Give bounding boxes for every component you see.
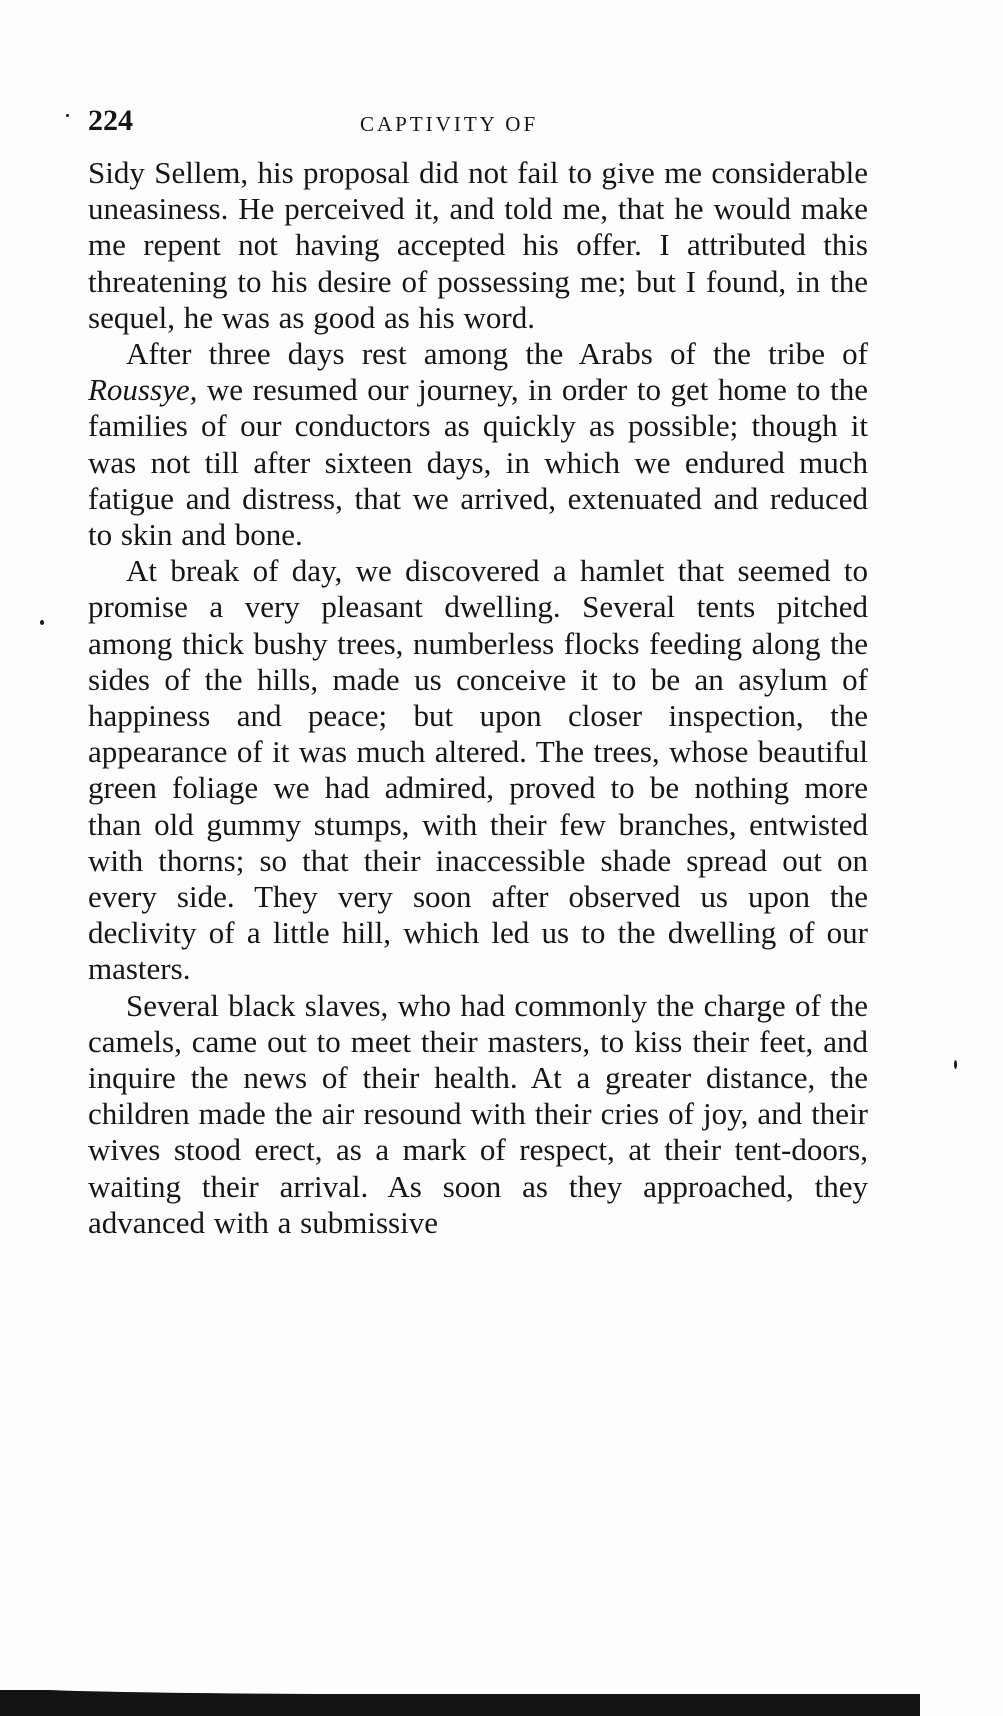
margin-speck <box>40 620 44 625</box>
body-text <box>88 155 868 1241</box>
paragraph-1 <box>88 155 868 336</box>
paragraph-2 <box>88 336 868 553</box>
paragraph-1-text: Sidy Sellem, his proposal did not fail to give me considerable uneasiness. He perceived it, and told me, that he would make me repent not having accepted his offer. I attributed this threatening to his desire of possessing me; but I found, in the sequel, he was as good as his word. <box>88 155 868 335</box>
paragraph-4 <box>88 988 868 1241</box>
tribe-name-italic: Roussye, <box>88 372 198 408</box>
running-head: CAPTIVITY OF <box>360 112 539 136</box>
margin-speck <box>66 114 69 117</box>
margin-speck <box>954 1060 957 1069</box>
page-number: 224 <box>88 104 133 137</box>
page-header <box>88 104 868 144</box>
paragraph-2-text-start: After three days rest among the Arabs of the tribe of <box>126 336 868 372</box>
paragraph-3 <box>88 553 868 987</box>
paragraph-3-text: At break of day, we discovered a hamlet that seemed to promise a very pleasant dwelling. Several tents pitched among thick bushy trees, numberless flocks feeding along the sides of the hills, made us conceive it to be an asylum of happiness and peace; but upon closer inspection, the appearance of it was much altered. The trees, whose beautiful green foliage we had admired, proved to be nothing more than old gummy stumps, with their few branches, entwisted with thorns; so that their inaccessible shade spread out on every side. They very soon after observed us upon the declivity of a little hill, which led us to the dwelling of our masters. <box>88 553 868 987</box>
paragraph-4-text: Several black slaves, who had commonly the charge of the camels, came out to meet their masters, to kiss their feet, and inquire the news of their health. At a greater distance, the children made the air resound with their cries of joy, and their wives stood erect, as a mark of respect, at their tent-doors, waiting their arrival. As soon as they approached, they advanced with a submissive <box>88 987 868 1240</box>
paragraph-2-text-end: we resumed our journey, in order to get home to the families of our conductors as quickly as possible; though it was not till after sixteen days, in which we endured much fatigue and distress, that we arrived, extenuated and reduced to skin and bone. <box>88 372 868 553</box>
